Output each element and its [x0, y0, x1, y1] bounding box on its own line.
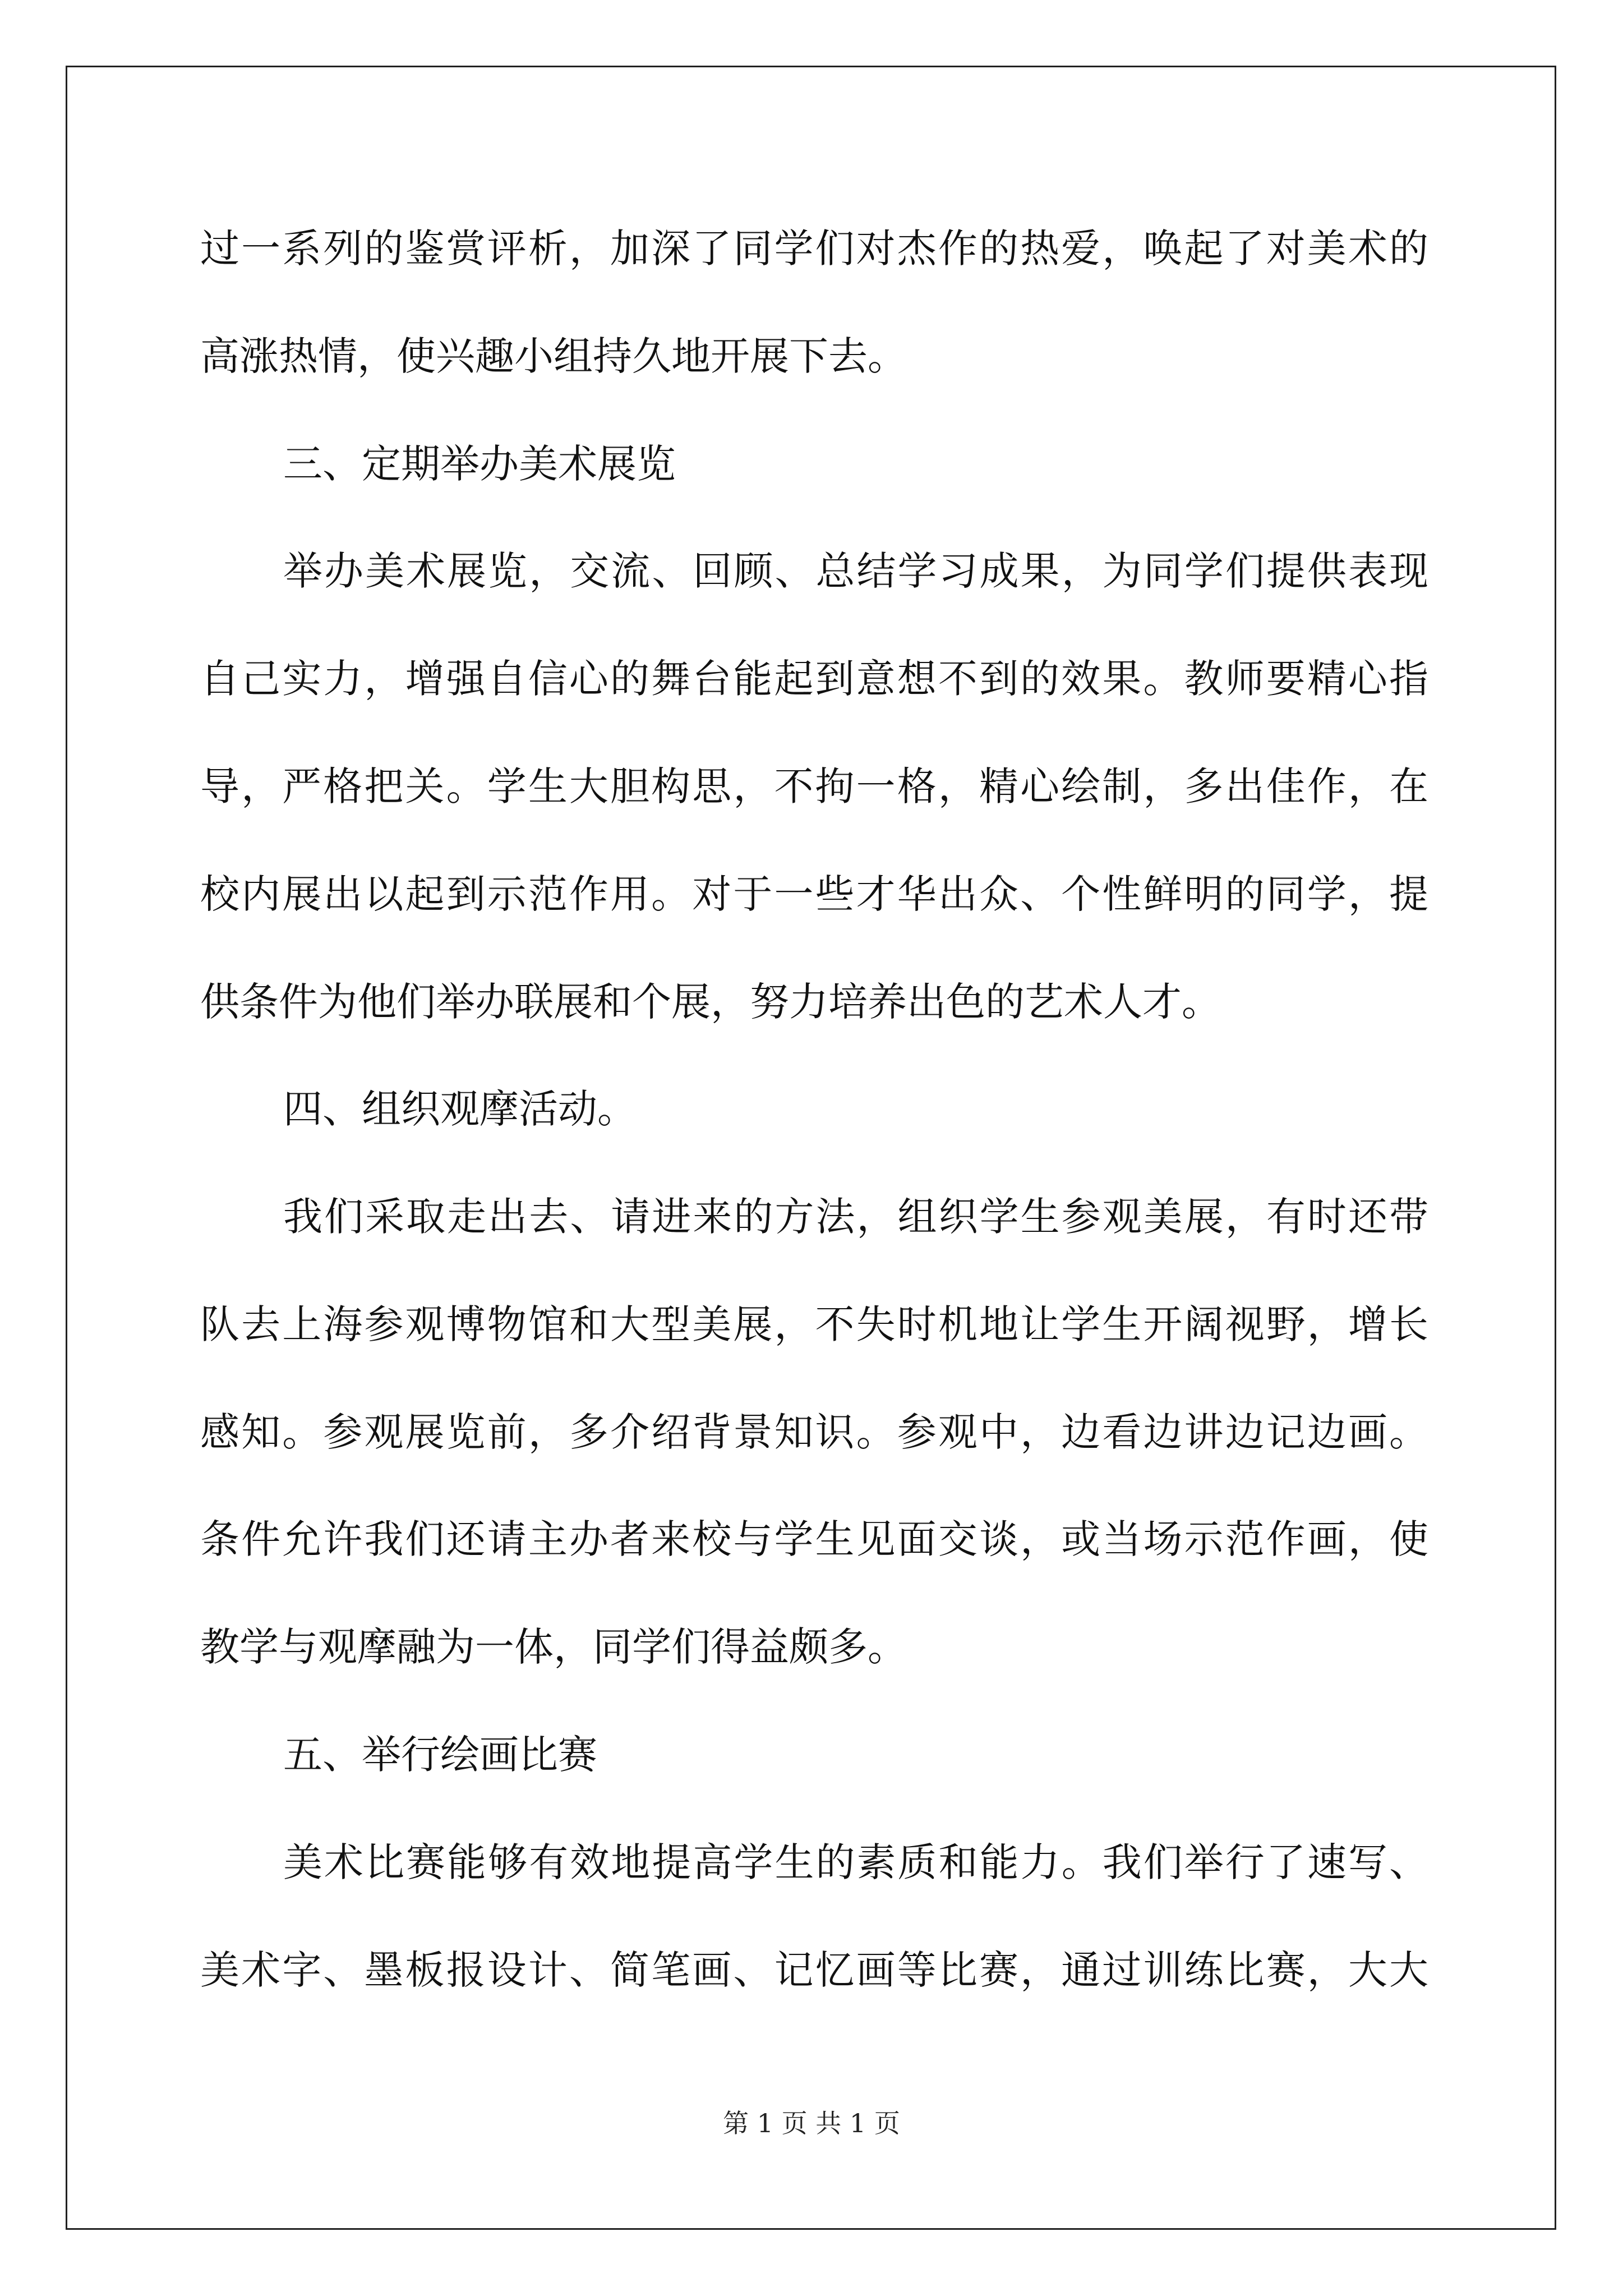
section-heading: 四、组织观摩活动。	[283, 1086, 637, 1132]
page-number: 第 1 页 共 1 页	[723, 2108, 900, 2138]
text-line: 校内展出以起到示范作用。对于一些才华出众、个性鲜明的同学，提	[200, 871, 1428, 917]
text-line: 我们采取走出去、请进来的方法，组织学生参观美展，有时还带	[283, 1194, 1428, 1240]
text-line: 条件允许我们还请主办者来校与学生见面交谈，或当场示范作画，使	[200, 1516, 1428, 1562]
text-line: 自己实力，增强自信心的舞台能起到意想不到的效果。教师要精心指	[200, 656, 1428, 702]
text-line: 队去上海参观博物馆和大型美展，不失时机地让学生开阔视野，增长	[200, 1301, 1428, 1347]
text-line: 美术字、墨板报设计、简笔画、记忆画等比赛，通过训练比赛，大大	[200, 1947, 1428, 1993]
text-line: 美术比赛能够有效地提高学生的素质和能力。我们举行了速写、	[283, 1839, 1428, 1885]
text-line: 举办美术展览，交流、回顾、总结学习成果，为同学们提供表现	[283, 548, 1428, 594]
section-heading: 五、举行绘画比赛	[283, 1732, 597, 1778]
text-line: 供条件为他们举办联展和个展，努力培养出色的艺术人才。	[200, 979, 1221, 1025]
text-line: 高涨热情，使兴趣小组持久地开展下去。	[200, 333, 907, 379]
section-heading: 三、定期举办美术展览	[283, 441, 676, 487]
page-border	[66, 66, 1556, 2230]
text-line: 教学与观摩融为一体，同学们得益颇多。	[200, 1624, 907, 1670]
text-line: 导，严格把关。学生大胆构思，不拘一格，精心绘制，多出佳作，在	[200, 763, 1428, 809]
text-line: 感知。参观展览前，多介绍背景知识。参观中，边看边讲边记边画。	[200, 1409, 1428, 1455]
text-line: 过一系列的鉴赏评析，加深了同学们对杰作的热爱，唤起了对美术的	[200, 226, 1428, 272]
